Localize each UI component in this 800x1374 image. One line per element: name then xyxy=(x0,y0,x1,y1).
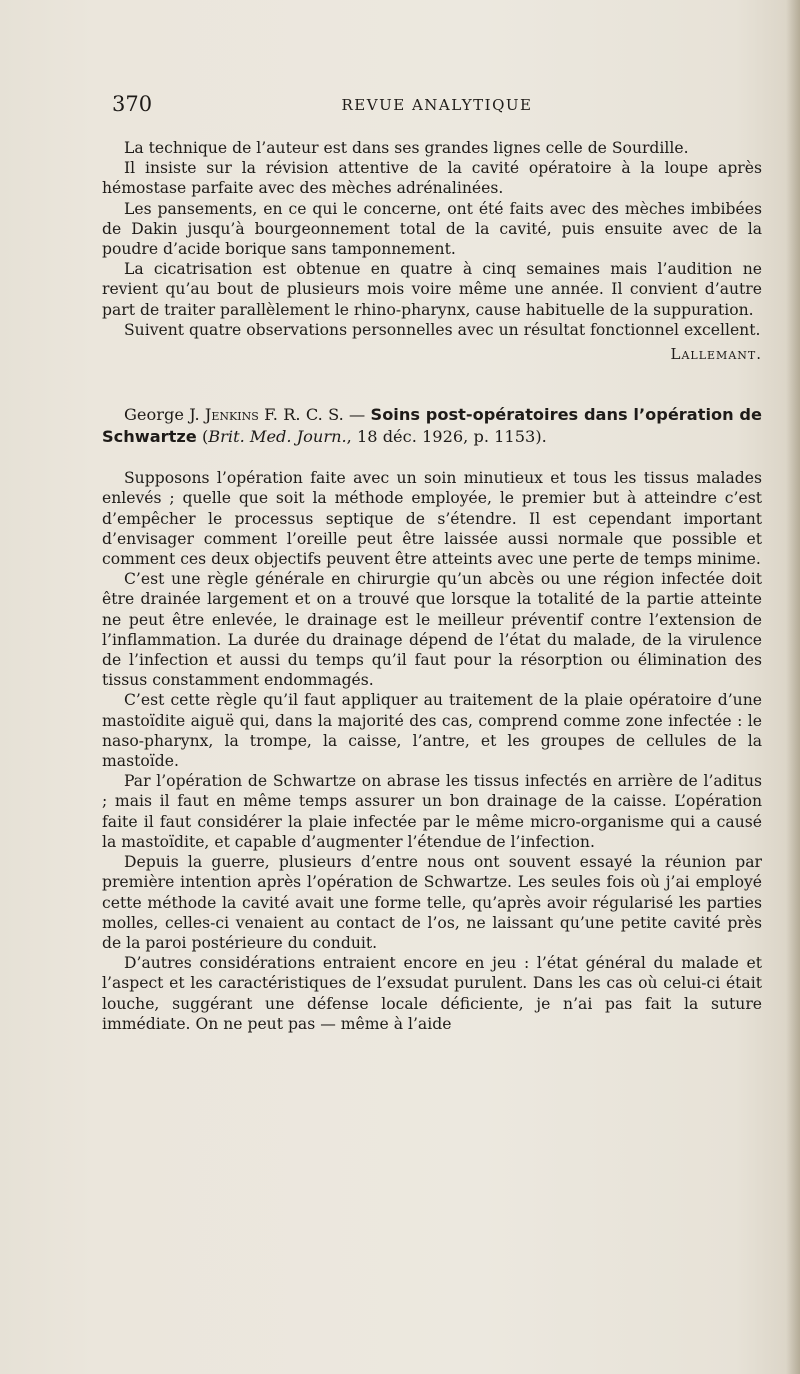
page-number: 370 xyxy=(112,92,153,116)
author-suffix: F. R. C. S. — xyxy=(264,405,366,425)
review2-paragraph: C’est cette règle qu’il faut appliquer au traitement de la plaie opératoire d’une mastoïdite aiguë qui, dans la majorité des cas, comprend comme zone infectée : le naso-pharynx, la trompe, la caisse, l’antre, et les groupes de cellules de la mastoïde. xyxy=(102,691,762,771)
article-heading xyxy=(102,404,762,448)
reference-open: ( xyxy=(201,427,209,447)
reference-journal: Brit. Med. Journ. xyxy=(208,427,347,447)
review2-paragraph: Supposons l’opération faite avec un soin minutieux et tous les tissus malades enlevés ; quelle que soit la méthode employée, le premier but à atteindre c’est d’empêcher le processus septique de s’étendre. Il est cependant important d’envisager comment l’oreille peut être laissée aussi normale que possible et comment ces deux objectifs peuvent être atteints avec une perte de temps minime. xyxy=(102,469,762,569)
review1-paragraph: Les pansements, en ce qui le concerne, ont été faits avec des mèches imbibées de Dakin jusqu’à bourgeonnement total de la cavité, puis ensuite avec de la poudre d’acide borique sans tamponnement. xyxy=(102,199,762,259)
running-title: REVUE ANALYTIQUE xyxy=(341,96,533,114)
author-name: Jenkins xyxy=(204,405,259,425)
review2-paragraph: Par l’opération de Schwartze on abrase les tissus infectés en arrière de l’aditus ; mais il faut en même temps assurer un bon drainage de la caisse. L’opération faite il faut considérer la plaie infectée par le même micro-organisme qui a causé la mastoïdite, et capable d’augmenter l’étendue de l’infection. xyxy=(102,772,762,851)
article-title: Soins post-opératoires dans l’opération de Schwartze xyxy=(102,405,762,447)
review1-paragraph: Il insiste sur la révision attentive de la cavité opératoire à la loupe après hémostase parfaite avec des mèches adrénalinées. xyxy=(102,159,762,198)
review1-paragraph: La cicatrisation est obtenue en quatre à cinq semaines mais l’audition ne revient qu’au bout de plusieurs mois voire même une année. Il convient d’autre part de traiter parallèlement le rhino-pharynx, cause habituelle de la suppuration. xyxy=(102,260,762,319)
review-sourdille-technique xyxy=(102,138,762,364)
page-header xyxy=(112,92,762,122)
heading-spacer xyxy=(102,448,762,468)
review1-paragraph: La technique de l’auteur est dans ses grandes lignes celle de Sourdille. xyxy=(124,139,689,157)
author-prefix: George J. xyxy=(124,405,200,425)
page-content xyxy=(102,138,762,1034)
review1-paragraph: Suivent quatre observations personnelles avec un résultat fonctionnel excellent. xyxy=(124,320,761,339)
review-jenkins-schwartze xyxy=(102,404,762,1034)
reference-details: , 18 déc. 1926, p. 1153). xyxy=(346,427,547,447)
review2-paragraph: C’est une règle générale en chirurgie qu’un abcès ou une région infectée doit être drainée largement et on a trouvé que lorsque la totalité de la partie atteinte ne peut être enlevée, le drainage est le meilleur préventif contre l’extension de l’inflammation. La durée du drainage dépend de l’état du malade, de la virulence de l’infection et aussi du temps qu’il faut pour la résorption ou élimination des tissus constamment endommagés. xyxy=(102,570,762,690)
section-spacer xyxy=(102,364,762,404)
page-edge-shadow xyxy=(786,0,800,1374)
review1-signature: Lallemant. xyxy=(670,345,762,364)
review2-paragraph: D’autres considérations entraient encore en jeu : l’état général du malade et l’aspect et les caractéristiques de l’exsudat purulent. Dans les cas où celui-ci était louche, suggérant une défense locale déficiente, je n’ai pas fait la suture immédiate. On ne peut pas — même à l’aide xyxy=(102,954,762,1033)
review2-paragraph: Depuis la guerre, plusieurs d’entre nous ont souvent essayé la réunion par première intention après l’opération de Schwartze. Les seules fois où j’ai employé cette méthode la cavité avait une forme telle, qu’après avoir régularisé les parties molles, celles-ci venaient au contact de l’os, ne laissant qu’une petite cavité près de la paroi postérieure du conduit. xyxy=(102,853,762,952)
